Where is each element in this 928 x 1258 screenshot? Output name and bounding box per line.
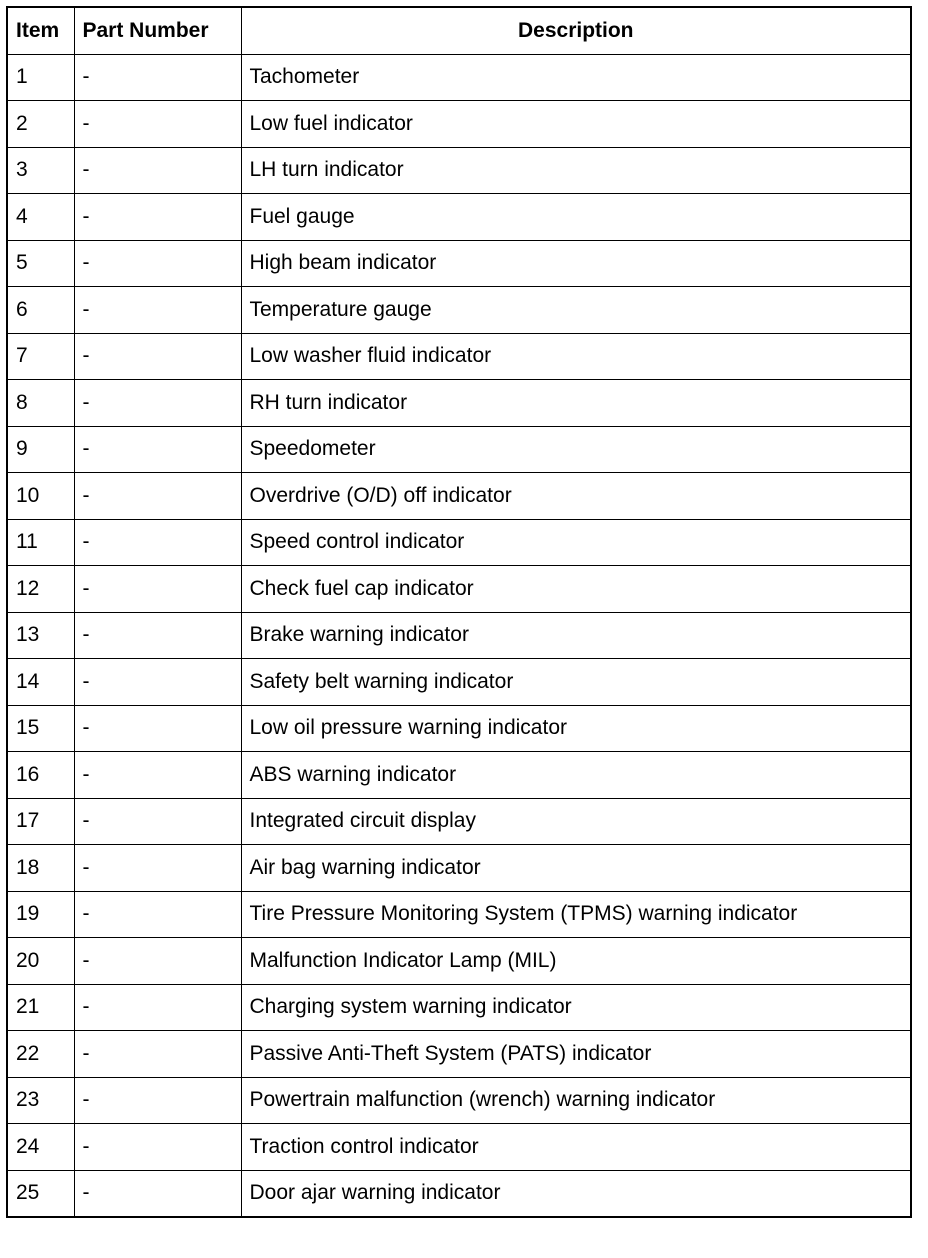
cell-description: Check fuel cap indicator bbox=[241, 566, 911, 613]
cell-description: ABS warning indicator bbox=[241, 752, 911, 799]
cell-item: 11 bbox=[7, 519, 74, 566]
table-row bbox=[7, 147, 911, 194]
cell-item: 10 bbox=[7, 473, 74, 520]
cell-part-number: - bbox=[74, 1124, 241, 1171]
header-part-number: Part Number bbox=[74, 7, 241, 54]
table-row bbox=[7, 798, 911, 845]
cell-part-number: - bbox=[74, 194, 241, 241]
cell-description: Safety belt warning indicator bbox=[241, 659, 911, 706]
table-row bbox=[7, 1077, 911, 1124]
table-row bbox=[7, 333, 911, 380]
cell-description: LH turn indicator bbox=[241, 147, 911, 194]
cell-description: Powertrain malfunction (wrench) warning indicator bbox=[241, 1077, 911, 1124]
table-row bbox=[7, 473, 911, 520]
table-row bbox=[7, 984, 911, 1031]
cell-part-number: - bbox=[74, 938, 241, 985]
cell-description: Low washer fluid indicator bbox=[241, 333, 911, 380]
cell-item: 9 bbox=[7, 426, 74, 473]
cell-item: 6 bbox=[7, 287, 74, 334]
cell-description: Malfunction Indicator Lamp (MIL) bbox=[241, 938, 911, 985]
cell-part-number: - bbox=[74, 845, 241, 892]
table-row bbox=[7, 426, 911, 473]
parts-table bbox=[6, 6, 912, 1218]
cell-description: RH turn indicator bbox=[241, 380, 911, 427]
cell-item: 13 bbox=[7, 612, 74, 659]
table-body bbox=[7, 54, 911, 1217]
cell-part-number: - bbox=[74, 1031, 241, 1078]
cell-item: 12 bbox=[7, 566, 74, 613]
cell-description: Fuel gauge bbox=[241, 194, 911, 241]
table-row bbox=[7, 938, 911, 985]
cell-description: Traction control indicator bbox=[241, 1124, 911, 1171]
cell-description: High beam indicator bbox=[241, 240, 911, 287]
cell-item: 23 bbox=[7, 1077, 74, 1124]
cell-part-number: - bbox=[74, 473, 241, 520]
cell-description: Speedometer bbox=[241, 426, 911, 473]
header-description: Description bbox=[241, 7, 911, 54]
cell-part-number: - bbox=[74, 426, 241, 473]
cell-description: Low oil pressure warning indicator bbox=[241, 705, 911, 752]
table-row bbox=[7, 194, 911, 241]
table-row bbox=[7, 519, 911, 566]
cell-part-number: - bbox=[74, 1077, 241, 1124]
cell-description: Low fuel indicator bbox=[241, 101, 911, 148]
cell-part-number: - bbox=[74, 101, 241, 148]
table-row bbox=[7, 287, 911, 334]
cell-description: Brake warning indicator bbox=[241, 612, 911, 659]
cell-item: 15 bbox=[7, 705, 74, 752]
cell-item: 7 bbox=[7, 333, 74, 380]
table-row bbox=[7, 1124, 911, 1171]
cell-description: Speed control indicator bbox=[241, 519, 911, 566]
cell-part-number: - bbox=[74, 984, 241, 1031]
cell-part-number: - bbox=[74, 891, 241, 938]
cell-item: 2 bbox=[7, 101, 74, 148]
cell-description: Charging system warning indicator bbox=[241, 984, 911, 1031]
table-row bbox=[7, 54, 911, 101]
cell-item: 18 bbox=[7, 845, 74, 892]
cell-part-number: - bbox=[74, 705, 241, 752]
table-row bbox=[7, 566, 911, 613]
table-header bbox=[7, 7, 911, 54]
cell-part-number: - bbox=[74, 54, 241, 101]
cell-item: 1 bbox=[7, 54, 74, 101]
cell-item: 4 bbox=[7, 194, 74, 241]
cell-item: 8 bbox=[7, 380, 74, 427]
table-row bbox=[7, 705, 911, 752]
table-row bbox=[7, 240, 911, 287]
cell-item: 24 bbox=[7, 1124, 74, 1171]
cell-part-number: - bbox=[74, 1170, 241, 1217]
cell-item: 5 bbox=[7, 240, 74, 287]
cell-item: 20 bbox=[7, 938, 74, 985]
table-row bbox=[7, 659, 911, 706]
cell-description: Overdrive (O/D) off indicator bbox=[241, 473, 911, 520]
cell-part-number: - bbox=[74, 519, 241, 566]
table-row bbox=[7, 1170, 911, 1217]
table-row bbox=[7, 845, 911, 892]
cell-part-number: - bbox=[74, 798, 241, 845]
table-row bbox=[7, 891, 911, 938]
cell-description: Door ajar warning indicator bbox=[241, 1170, 911, 1217]
cell-item: 21 bbox=[7, 984, 74, 1031]
cell-description: Passive Anti-Theft System (PATS) indicator bbox=[241, 1031, 911, 1078]
cell-part-number: - bbox=[74, 752, 241, 799]
cell-item: 16 bbox=[7, 752, 74, 799]
cell-part-number: - bbox=[74, 147, 241, 194]
cell-item: 19 bbox=[7, 891, 74, 938]
cell-item: 17 bbox=[7, 798, 74, 845]
cell-part-number: - bbox=[74, 240, 241, 287]
cell-item: 3 bbox=[7, 147, 74, 194]
cell-item: 14 bbox=[7, 659, 74, 706]
table-row bbox=[7, 612, 911, 659]
cell-description: Integrated circuit display bbox=[241, 798, 911, 845]
cell-item: 22 bbox=[7, 1031, 74, 1078]
header-row bbox=[7, 7, 911, 54]
cell-part-number: - bbox=[74, 612, 241, 659]
cell-description: Tachometer bbox=[241, 54, 911, 101]
cell-description: Temperature gauge bbox=[241, 287, 911, 334]
cell-item: 25 bbox=[7, 1170, 74, 1217]
table-row bbox=[7, 752, 911, 799]
table-row bbox=[7, 1031, 911, 1078]
table-row bbox=[7, 380, 911, 427]
table-row bbox=[7, 101, 911, 148]
cell-description: Tire Pressure Monitoring System (TPMS) warning indicator bbox=[241, 891, 911, 938]
cell-part-number: - bbox=[74, 333, 241, 380]
cell-part-number: - bbox=[74, 659, 241, 706]
cell-part-number: - bbox=[74, 566, 241, 613]
cell-description: Air bag warning indicator bbox=[241, 845, 911, 892]
header-item: Item bbox=[7, 7, 74, 54]
cell-part-number: - bbox=[74, 380, 241, 427]
cell-part-number: - bbox=[74, 287, 241, 334]
